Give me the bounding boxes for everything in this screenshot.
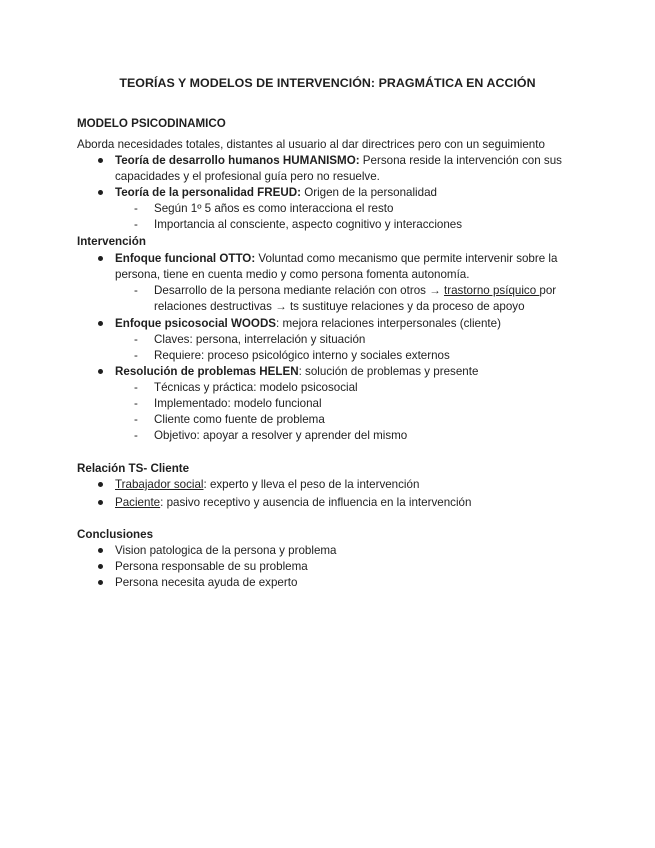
bullet-icon: [98, 369, 103, 374]
dash-icon: -: [134, 218, 138, 231]
sub-item: Según 1º 5 años es como interacciona el resto: [154, 202, 394, 215]
sub-item: Importancia al consciente, aspecto cognitivo y interacciones: [154, 218, 463, 231]
bullet-icon: [98, 321, 103, 326]
list-item-woods: Enfoque psicosocial WOODS: mejora relaciones interpersonales (cliente): [115, 317, 501, 330]
bullet-icon: [98, 190, 103, 195]
section-heading-psicodinamico: MODELO PSICODINAMICO: [77, 117, 226, 130]
list-item-otto-cont: persona, tiene en cuenta medio y como persona fomenta autonomía.: [115, 268, 470, 281]
dash-icon: -: [134, 284, 138, 297]
sub-item: Técnicas y práctica: modelo psicosocial: [154, 381, 358, 394]
sub-item: Objetivo: apoyar a resolver y aprender del mismo: [154, 429, 408, 442]
list-item-humanismo-cont: capacidades y el profesional guía pero no resuelve.: [115, 170, 380, 183]
bullet-icon: [98, 580, 103, 585]
section-heading-intervencion: Intervención: [77, 235, 146, 248]
section-heading-relacion: Relación TS- Cliente: [77, 462, 190, 475]
list-item: Persona responsable de su problema: [115, 560, 308, 573]
sub-item-cont: relaciones destructivas → ts sustituye relaciones y da proceso de apoyo: [154, 300, 525, 313]
list-item: Persona necesita ayuda de experto: [115, 576, 298, 589]
dash-icon: -: [134, 429, 138, 442]
section-heading-conclusiones: Conclusiones: [77, 528, 154, 541]
list-item-humanismo: Teoría de desarrollo humanos HUMANISMO: Persona reside la intervención con sus: [115, 154, 562, 167]
dash-icon: -: [134, 349, 138, 362]
list-item-freud: Teoría de la personalidad FREUD: Origen de la personalidad: [115, 186, 437, 199]
list-item: Vision patologica de la persona y problema: [115, 544, 337, 557]
list-item-helen: Resolución de problemas HELEN: solución de problemas y presente: [115, 365, 479, 378]
list-item-trabajador: Trabajador social: experto y lleva el peso de la intervención: [115, 478, 420, 491]
bullet-icon: [98, 158, 103, 163]
bullet-icon: [98, 482, 103, 487]
sub-item: Desarrollo de la persona mediante relación con otros → trastorno psíquico por: [154, 284, 557, 297]
list-item-paciente: Paciente: pasivo receptivo y ausencia de influencia en la intervención: [115, 496, 472, 509]
list-item-otto: Enfoque funcional OTTO: Voluntad como mecanismo que permite intervenir sobre la: [115, 252, 558, 265]
dash-icon: -: [134, 381, 138, 394]
dash-icon: -: [134, 202, 138, 215]
sub-item: Cliente como fuente de problema: [154, 413, 325, 426]
sub-item: Requiere: proceso psicológico interno y sociales externos: [154, 349, 450, 362]
intro-paragraph: Aborda necesidades totales, distantes al usuario al dar directrices pero con un seguimiento: [77, 138, 545, 151]
bullet-icon: [98, 548, 103, 553]
sub-item: Claves: persona, interrelación y situación: [154, 333, 366, 346]
dash-icon: -: [134, 397, 138, 410]
bullet-icon: [98, 564, 103, 569]
document-title: TEORÍAS Y MODELOS DE INTERVENCIÓN: PRAGMÁTICA EN ACCIÓN: [119, 76, 536, 90]
bullet-icon: [98, 500, 103, 505]
bullet-icon: [98, 256, 103, 261]
dash-icon: -: [134, 333, 138, 346]
sub-item: Implementado: modelo funcional: [154, 397, 322, 410]
dash-icon: -: [134, 413, 138, 426]
